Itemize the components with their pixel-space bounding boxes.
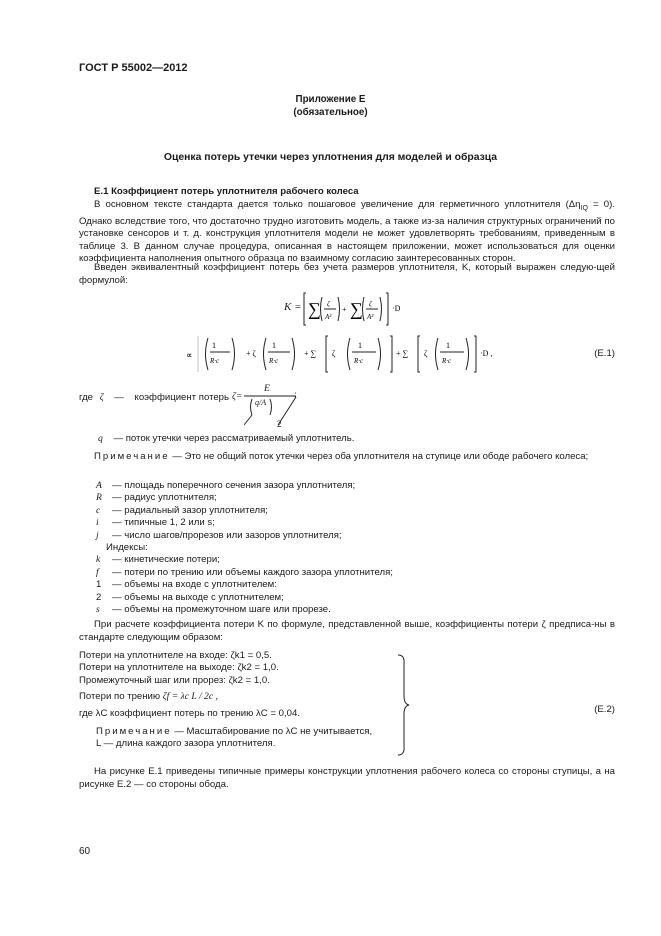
q-text: — поток утечки через рассматриваемый уплотнитель. bbox=[113, 433, 355, 444]
coeff-lambda: где λC коэффициент потерь по трению λC = 0,04. bbox=[79, 707, 301, 719]
formula-e2-number: (Е.2) bbox=[594, 704, 615, 715]
formula-k-lhs: K = bbox=[284, 301, 302, 313]
appendix-label: Приложение Е bbox=[295, 94, 366, 105]
coeff-inlet: Потери на уплотнителе на входе: ζk1 = 0,5. bbox=[79, 650, 272, 661]
coefficients-block bbox=[79, 650, 372, 751]
appendix-type: (обязательное) bbox=[293, 107, 368, 118]
svg-text:R·c: R·c bbox=[354, 357, 364, 365]
note-1-text: — Это не общий поток утечки через оба уплотнителя на ступице или ободе рабочего колеса; bbox=[172, 451, 589, 462]
svg-text:R·c: R·c bbox=[210, 357, 220, 365]
svg-text:A²: A² bbox=[325, 313, 332, 321]
svg-text:·D: ·D bbox=[392, 304, 401, 313]
zeta-formula: ζ= E q/A 2 ; bbox=[232, 383, 297, 429]
coeff-outlet: Потери на уплотнителе на выходе: ζk2 = 1,0. bbox=[79, 662, 279, 674]
index-item: s — объемы на промежуточном шаге или прорезе. bbox=[96, 604, 331, 616]
zeta-text: коэффициент потерь bbox=[134, 392, 230, 403]
coeff-step: Промежуточный шаг или прорез: ζk2 = 1,0. bbox=[79, 674, 270, 686]
svg-text:R·c: R·c bbox=[269, 357, 279, 365]
coeff-friction: Потери по трению ζf = λc L / 2c , bbox=[79, 691, 218, 703]
paragraph-3: При расчете коэффициента потери K по формуле, представленной выше, коэффициенты потери ζ предписа-ны в стандарте следующим образом: bbox=[79, 619, 615, 643]
note-2: Примечание — Масштабирование по λC не учитывается, bbox=[96, 726, 373, 738]
index-item: 2 — объемы на выходе с уплотнителем; bbox=[96, 591, 284, 603]
svg-text:+: + bbox=[342, 305, 347, 314]
formula-e1-number: (Е.1) bbox=[594, 348, 615, 359]
svg-text:1: 1 bbox=[446, 341, 450, 350]
svg-text:∑: ∑ bbox=[308, 299, 321, 319]
index-item: k — кинетические потери; bbox=[96, 554, 220, 566]
right-brace bbox=[396, 654, 410, 756]
svg-text:1: 1 bbox=[358, 341, 362, 350]
svg-text:+ ∑: + ∑ bbox=[396, 349, 409, 358]
svg-text:1: 1 bbox=[272, 341, 276, 350]
svg-text:ζ: ζ bbox=[424, 349, 428, 358]
note-1-label: Примечание bbox=[94, 451, 170, 462]
index-item: 1 — объемы на входе с уплотнителем: bbox=[96, 579, 277, 591]
zeta-dash: — bbox=[114, 392, 124, 403]
note-1 bbox=[79, 451, 615, 464]
svg-text:ζ: ζ bbox=[327, 300, 330, 308]
svg-text:A²: A² bbox=[367, 313, 374, 321]
index-item: f — потери по трению или объемы каждого зазора уплотнителя; bbox=[96, 566, 393, 578]
zeta-denominator: 2 bbox=[277, 419, 282, 429]
where-zeta bbox=[79, 392, 229, 403]
appendix-heading bbox=[0, 93, 661, 119]
where-q bbox=[98, 433, 354, 444]
svg-text:·D ,: ·D , bbox=[480, 349, 493, 358]
definition-item: c — радиальный зазор уплотнителя; bbox=[96, 504, 268, 516]
definition-item: i — типичные 1, 2 или s; bbox=[96, 517, 215, 529]
svg-text:1: 1 bbox=[212, 341, 216, 350]
zeta-symbol: ζ bbox=[99, 392, 104, 403]
paragraph-1-rest: Однако вследствие того, что достаточно трудно изготовить модель, а также из-за наличия структурных ограничений по установке сенсоров и т. д. конструкция уплотнителя модели не может удовлетворять требованиям, приведенным в таблице 3. В данном случае процедура, описанная в настоящем приложении, может использоваться для оценки коэффициента наполнения опытного образца по взаимному согласию заинтересованных сторон. bbox=[79, 215, 615, 265]
formula-e1-body bbox=[186, 332, 506, 376]
definition-item: j — число шагов/прорезов или зазоров уплотнителя; bbox=[96, 529, 342, 541]
zeta-numerator: E bbox=[264, 383, 270, 394]
formula-k bbox=[284, 291, 424, 327]
indices-label: Индексы: bbox=[106, 542, 148, 554]
zeta-q-over-a: q/A bbox=[255, 398, 267, 407]
formula-k-body bbox=[302, 291, 427, 327]
svg-text:ζ: ζ bbox=[332, 349, 336, 358]
paragraph-1 bbox=[79, 199, 615, 266]
definitions-list bbox=[96, 480, 393, 616]
paragraph-1-start: В основном тексте стандарта дается только пошаговое увеличение для герметичного уплотнителя (Δη bbox=[94, 199, 581, 210]
paragraph-1-end: = 0). bbox=[587, 199, 615, 210]
svg-text:ζ: ζ bbox=[369, 300, 372, 308]
L-definition: L — длина каждого зазора уплотнителя. bbox=[96, 738, 276, 750]
page-number: 60 bbox=[79, 846, 91, 857]
definition-item: A — площадь поперечного сечения зазора уплотнителя; bbox=[96, 480, 356, 491]
zeta-tail: ; bbox=[294, 389, 297, 400]
svg-text:+ ∑: + ∑ bbox=[304, 349, 317, 358]
document-code: ГОСТ Р 55002—2012 bbox=[79, 62, 188, 74]
friction-formula: ζf = λc L / 2c , bbox=[162, 691, 218, 703]
paragraph-4: На рисунке Е.1 приведены типичные примеры конструкции уплотнения рабочего колеса со стороны ступицы, а на рисунке Е.2 — со стороны обода. bbox=[79, 766, 615, 790]
svg-text:∑: ∑ bbox=[350, 299, 363, 319]
paragraph-1-sub: IQ bbox=[580, 204, 588, 212]
svg-text:+ ζ: + ζ bbox=[246, 349, 256, 358]
paragraph-2: Введен эквивалентный коэффициент потерь без учета размеров уплотнителя, K, который выражен следую-щей формулой: bbox=[79, 262, 615, 286]
q-symbol: q bbox=[98, 433, 103, 444]
formula-e1-propto: ∝ bbox=[186, 350, 193, 360]
section-heading: Е.1 Коэффициент потерь уплотнителя рабочего колеса bbox=[94, 186, 359, 197]
appendix-title: Оценка потерь утечки через уплотнения для моделей и образца bbox=[163, 152, 498, 163]
where-word: где bbox=[79, 392, 94, 403]
definition-item: R — радиус уплотнителя; bbox=[96, 492, 217, 504]
svg-text:R·c: R·c bbox=[442, 357, 452, 365]
